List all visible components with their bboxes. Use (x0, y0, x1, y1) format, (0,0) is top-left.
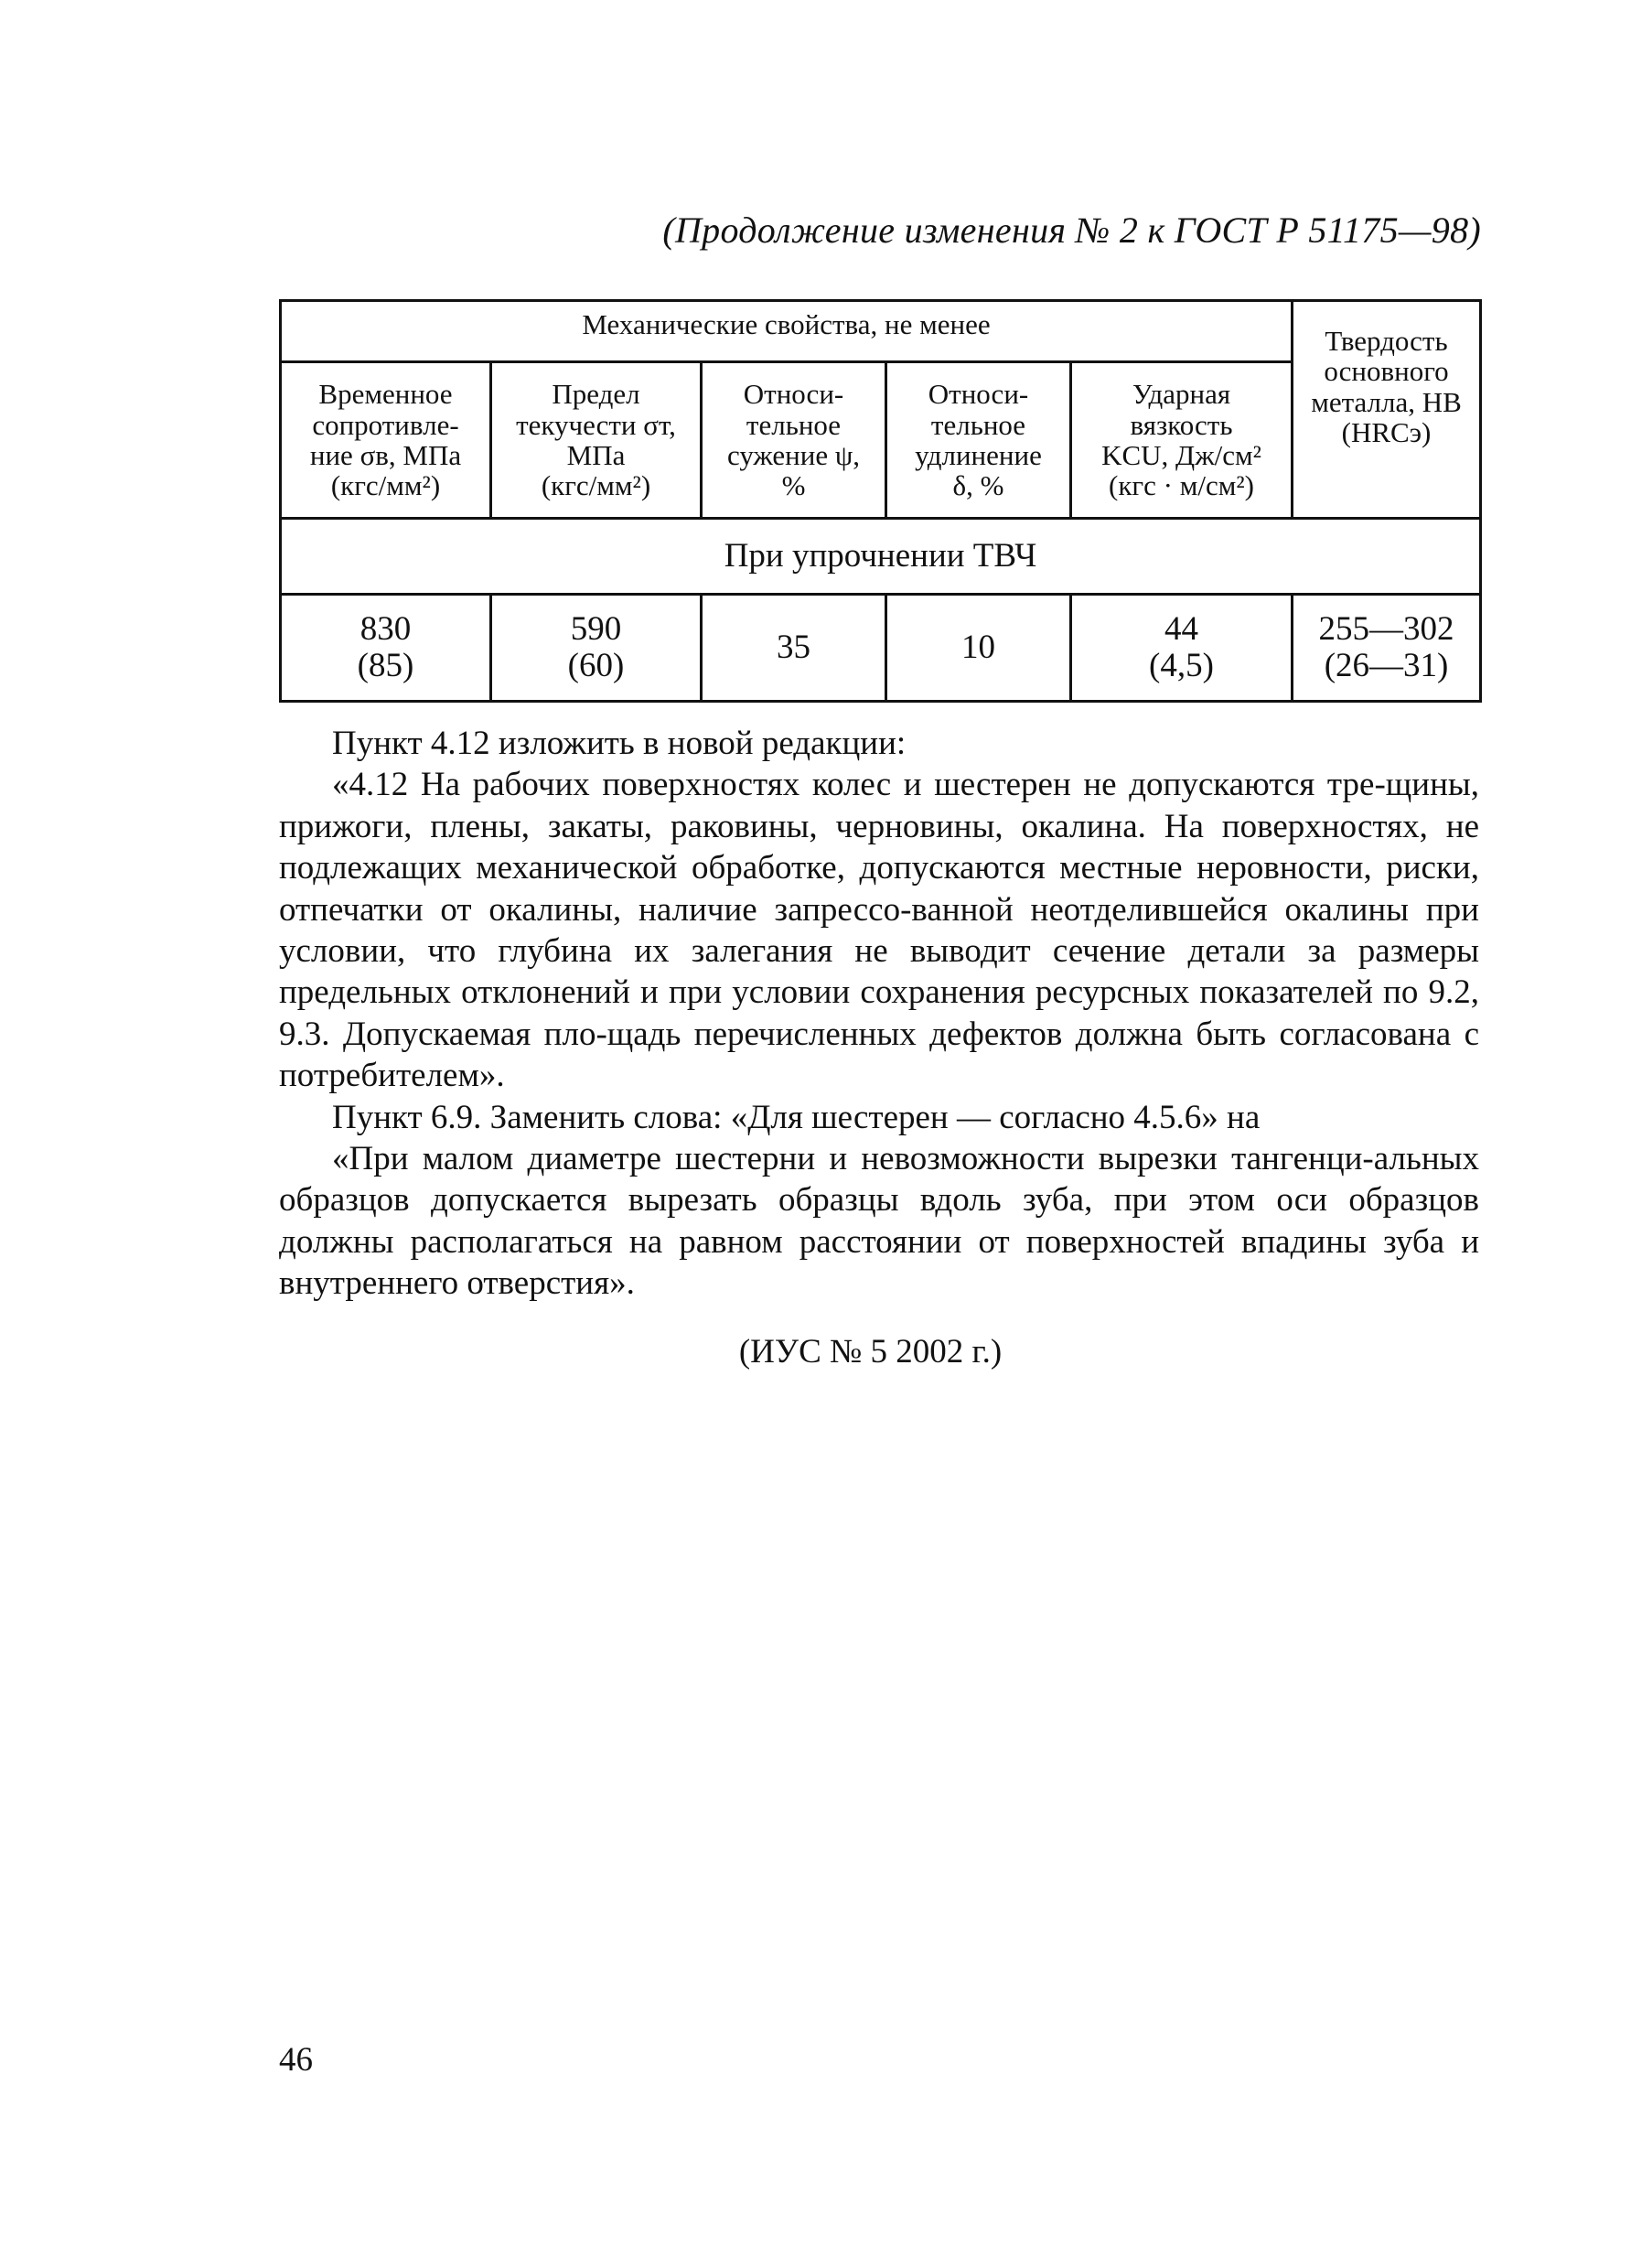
column-header-yield-strength: Предел текучести σт, МПа (кгс/мм²) (491, 362, 702, 519)
cell-impact-toughness: 44 (4,5) (1071, 595, 1293, 702)
cell-tensile-strength: 830 (85) (281, 595, 491, 702)
page-number: 46 (279, 2041, 313, 2079)
cell-elongation: 10 (886, 595, 1071, 702)
mechanical-properties-table (279, 299, 1482, 703)
source-reference: (ИУС № 5 2002 г.) (738, 1333, 1003, 1370)
column-header-reduction-of-area: Относи- тельное сужение ψ, % (702, 362, 886, 519)
table-row (281, 595, 1481, 702)
paragraph-item-6-9-text: «При малом диаметре шестерни и невозможности вырезки тангенци-альных образцов допускается вырезать образцы вдоль зуба, при этом оси образцов должны располагаться на равном расстоянии от поверхностей впадины зуба и внутреннего отверстия». (279, 1140, 1479, 1303)
column-header-elongation: Относи- тельное удлинение δ, % (886, 362, 1071, 519)
paragraph-item-4-12-intro: Пункт 4.12 изложить в новой редакции: (332, 725, 907, 762)
cell-reduction-of-area: 35 (702, 595, 886, 702)
hardness-header: Твердость основного металла, НВ (HRCэ) (1293, 301, 1481, 519)
body-text (279, 723, 1479, 1305)
column-header-impact-toughness: Ударная вязкость KCU, Дж/см² (кгс · м/см²) (1071, 362, 1293, 519)
cell-yield-strength: 590 (60) (491, 595, 702, 702)
cell-hardness: 255—302 (26—31) (1293, 595, 1481, 702)
paragraph-item-4-12-text: «4.12 На рабочих поверхностях колес и шестерен не допускаются тре-щины, прижоги, плены, закаты, раковины, черновины, окалина. На поверхностях, не подлежащих механической обработке, допускаются местные неровности, риски, отпечатки от окалины, наличие запрессо-ванной неотделившейся окалины при условии, что глубина их залегания не выводит сечение детали за размеры предельных отклонений и при условии сохранения ресурсных показателей по 9.2, 9.3. Допускаемая пло-щадь перечисленных дефектов должна быть согласована с потребителем». (279, 766, 1479, 1095)
paragraph-item-6-9-intro: Пункт 6.9. Заменить слова: «Для шестерен — согласно 4.5.6» на (332, 1098, 1261, 1136)
column-header-tensile-strength: Временное сопротивле- ние σв, МПа (кгс/мм²) (281, 362, 491, 519)
group-header: Механические свойства, не менее (281, 301, 1293, 362)
continuation-header: (Продолжение изменения № 2 к ГОСТ Р 51175—98) (662, 210, 1481, 251)
section-title: При упрочнении ТВЧ (281, 519, 1481, 595)
